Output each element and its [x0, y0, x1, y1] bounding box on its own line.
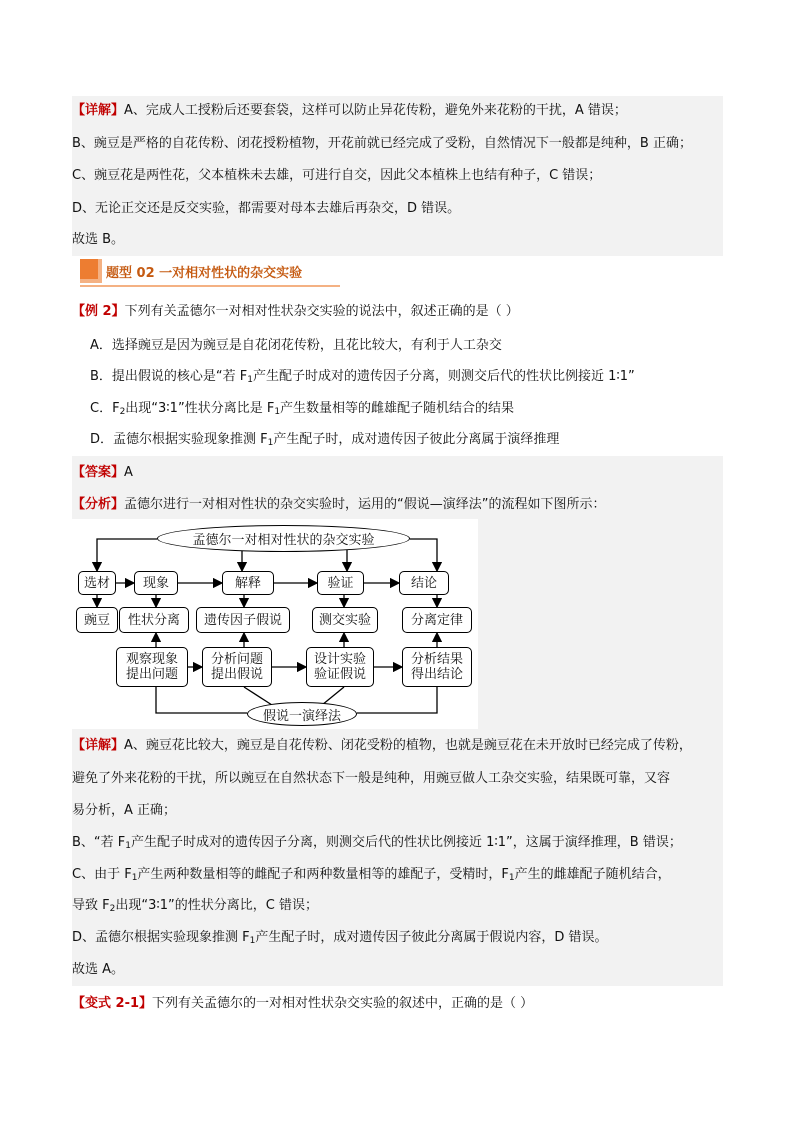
row1-box-2: 解释	[222, 571, 274, 595]
analysis-line: 【分析】孟德尔进行一对相对性状的杂交实验时，运用的“假说—演绎法”的流程如下图所示：	[72, 497, 606, 512]
analysis-label: 【分析】	[72, 497, 125, 512]
option-c: C．$F_2$出现“3∶1”性状分离比是 $F_1$产生数量相等的雌雄配子随机结合的结果	[90, 401, 515, 417]
row1-box-3: 验证	[317, 571, 364, 595]
detail2-line1: 【详解】A、豌豆花比较大，豌豆是自花传粉、闭花受粉的植物，也就是豌豆花在未开放时已经完成了传粉，	[72, 738, 692, 753]
row3-box-2: 设计实验 验证假说	[306, 647, 374, 687]
detail2-line2: 避免了外来花粉的干扰，所以豌豆在自然状态下一般是纯种，用豌豆做人工杂交实验，结果既可靠，又容	[72, 771, 671, 786]
detail1-line5: 故选 B。	[72, 232, 125, 247]
row3-box-0: 观察现象 提出问题	[116, 647, 188, 687]
answer-value: A	[124, 465, 133, 480]
row1-box-1: 现象	[134, 571, 178, 595]
detail2-line5: C、由于 $F_1$产生两种数量相等的雌配子和两种数量相等的雄配子，受精时，$F_1$产生的雌雄配子随机结合，	[72, 867, 671, 883]
row2-box-2: 遗传因子假说	[196, 607, 290, 633]
detail2-line6: 导致 $F_2$出现“3∶1”的性状分离比，C 错误；	[72, 898, 318, 914]
detail2-line3: 易分析，A 正确；	[72, 803, 177, 818]
answer-label: 【答案】	[72, 465, 125, 480]
detail2-line7: D、孟德尔根据实验现象推测 $F_1$产生配子时，成对遗传因子彼此分离属于假说内容，D 错误。	[72, 930, 608, 946]
variant-label: 【变式 2-1】	[72, 996, 153, 1011]
diagram-top-ellipse: 孟德尔一对相对性状的杂交实验	[157, 525, 410, 552]
example2-label: 【例 2】	[72, 304, 125, 319]
detail2-line8: 故选 A。	[72, 962, 125, 977]
detail2-label: 【详解】	[72, 738, 125, 753]
row3-box-1: 分析问题 提出假说	[202, 647, 272, 687]
section-underline	[80, 285, 340, 287]
row2-box-4: 分离定律	[402, 607, 472, 633]
section-title: 题型 02 一对相对性状的杂交实验	[106, 266, 303, 281]
option-d: D．孟德尔根据实验现象推测 $F_1$产生配子时，成对遗传因子彼此分离属于演绎推理	[90, 432, 560, 448]
detail2-line4: B、“若 $F_1$产生配子时成对的遗传因子分离，则测交后代的性状比例接近 1∶1”，这属于演绎推理，B 错误；	[72, 835, 682, 851]
detail1-line3: C、豌豆花是两性花，父本植株未去雄，可进行自交，因此父本植株上也结有种子，C 错误；	[72, 168, 602, 183]
row2-box-0: 豌豆	[76, 607, 118, 633]
section-icon	[80, 259, 102, 283]
answer-line	[72, 465, 133, 481]
flow-diagram	[72, 519, 478, 729]
variant-question: 【变式 2-1】下列有关孟德尔的一对相对性状杂交实验的叙述中，正确的是（ ）	[72, 996, 534, 1011]
detail1-line4: D、无论正交还是反交实验，都需要对母本去雄后再杂交，D 错误。	[72, 201, 461, 216]
row2-box-1: 性状分离	[119, 607, 189, 633]
detail1-label: 【详解】	[72, 103, 125, 118]
detail1-line2: B、豌豆是严格的自花传粉、闭花授粉植物，开花前就已经完成了受粉，自然情况下一般都是纯种，B 正确；	[72, 136, 692, 151]
row1-box-0: 选材	[78, 571, 116, 595]
row1-box-4: 结论	[399, 571, 449, 595]
diagram-bottom-ellipse: 假说一演绎法	[247, 702, 357, 726]
option-a: A．选择豌豆是因为豌豆是自花闭花传粉，且花比较大，有利于人工杂交	[90, 338, 502, 353]
row2-box-3: 测交实验	[312, 607, 378, 633]
option-b: B．提出假说的核心是“若 $F_1$产生配子时成对的遗传因子分离，则测交后代的性状比例接近 1∶1”	[90, 369, 635, 385]
row3-box-3: 分析结果 得出结论	[402, 647, 472, 687]
detail1-line1: 【详解】A、完成人工授粉后还要套袋，这样可以防止异花传粉，避免外来花粉的干扰，A 错误；	[72, 103, 627, 118]
example2-question: 【例 2】下列有关孟德尔一对相对性状杂交实验的说法中，叙述正确的是（ ）	[72, 304, 519, 319]
